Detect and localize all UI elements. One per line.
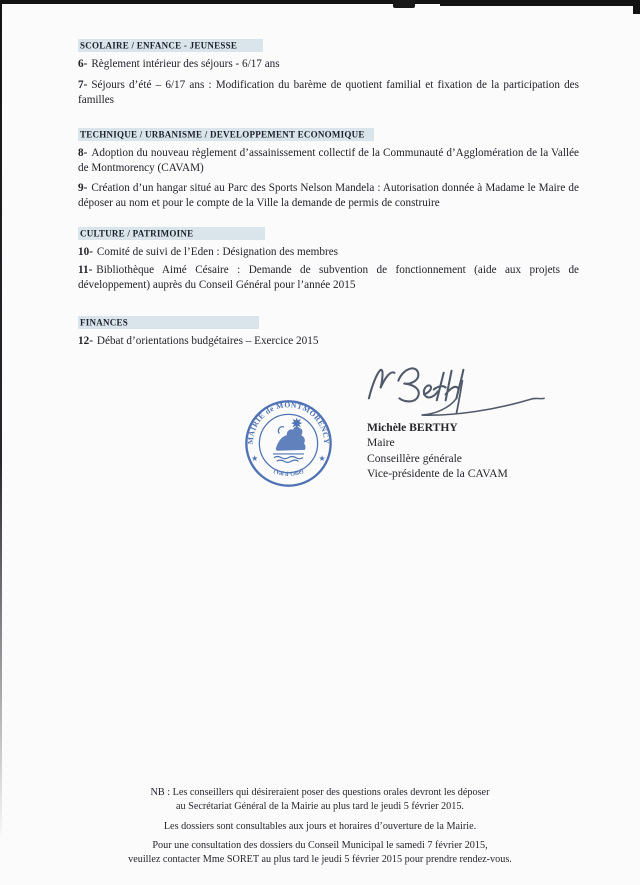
signatory-title: Vice-présidente de la CAVAM: [367, 466, 508, 480]
item-text: Création d’un hangar situé au Parc des Sports Nelson Mandela : Autorisation donnée à Madame le Maire de déposer au nom et pour le compte de la Ville la demande de permis de construire: [78, 182, 579, 209]
item-number: 10-: [78, 246, 93, 258]
footer-line: Pour une consultation des dossiers du Conseil Municipal le samedi 7 février 2015,: [152, 840, 488, 851]
item-text: Débat d’orientations budgétaires – Exercice 2015: [96, 335, 319, 347]
stamp-arc-top-text: MAIRIE de MONTMORENCY: [245, 400, 332, 445]
item-text: Comité de suivi de l’Eden : Désignation des membres: [96, 246, 339, 258]
item-text: Séjours d’été – 6/17 ans : Modification du barème de quotient familial et fixation de la participation des familles: [78, 79, 579, 106]
stamp-star-right-icon: ★: [318, 453, 326, 463]
section-title: TECHNIQUE / URBANISME / DEVELOPPEMENT ECONOMIQUE: [80, 129, 365, 139]
section-header-finances: [78, 316, 259, 329]
agenda-item-11: [78, 263, 579, 292]
signatory-block: [367, 420, 508, 481]
signatory-title: Maire: [367, 436, 395, 450]
mairie-stamp: [243, 398, 334, 489]
footer-line: NB : Les conseillers qui désireraient poser des questions orales devront les déposer: [150, 787, 490, 798]
stamp-star-left-icon: ★: [251, 453, 259, 463]
item-number: 11-: [78, 264, 93, 276]
footer-line: Les dossiers sont consultables aux jours et horaires d’ouverture de la Mairie.: [163, 821, 477, 832]
section-header-scolaire: [78, 39, 263, 52]
coat-of-arms-icon: [273, 418, 305, 463]
scan-edge-left: [0, 0, 2, 840]
agenda-item-12: [78, 334, 579, 349]
agenda-item-7: [78, 78, 579, 107]
scan-edge-top-right: [440, 0, 640, 6]
signature-handwriting: [361, 357, 548, 420]
signatory-title: Conseillère générale: [367, 451, 462, 465]
item-text: Adoption du nouveau règlement d’assainissement collectif de la Communauté d’Agglomération de la Vallée de Montmorency (CAVAM): [78, 147, 579, 174]
section-header-technique: [78, 128, 374, 141]
signatory-name: Michèle BERTHY: [367, 421, 458, 434]
item-text: Règlement intérieur des séjours - 6/17 ans: [91, 58, 280, 70]
footer-line: veuillez contacter Mme SORET au plus tard le jeudi 5 février 2015 pour prendre rendez-vous.: [128, 853, 512, 865]
item-number: 12-: [78, 335, 93, 347]
section-header-culture: [78, 227, 265, 240]
section-title: SCOLAIRE / ENFANCE - JEUNESSE: [80, 40, 238, 50]
agenda-item-6: [78, 57, 579, 72]
svg-text:(Val d’Oise): [272, 468, 304, 478]
item-number: 9-: [78, 182, 88, 194]
stamp-arc-bottom-text: (Val d’Oise): [272, 467, 305, 479]
footer-line: au Secrétariat Général de la Mairie au plus tard le jeudi 5 février 2015.: [176, 800, 464, 812]
agenda-item-10: [78, 245, 579, 260]
item-number: 8-: [78, 147, 88, 159]
agenda-item-8: [78, 146, 579, 175]
scan-edge-corner: [633, 0, 640, 14]
scan-edge-notch: [393, 0, 415, 8]
section-title: FINANCES: [80, 317, 129, 327]
footer-consultation-note: [40, 820, 600, 834]
footer-nb-note: [40, 786, 600, 813]
item-number: 6-: [78, 58, 88, 70]
agenda-item-9: [78, 181, 579, 210]
section-title: CULTURE / PATRIMOINE: [80, 228, 194, 238]
item-text: Bibliothèque Aimé Césaire : Demande de subvention de fonctionnement (aide aux projets de développement) auprès du Conseil Général pour l’année 2015: [78, 264, 579, 291]
item-number: 7-: [78, 79, 88, 91]
footer-rdv-note: [40, 839, 600, 866]
